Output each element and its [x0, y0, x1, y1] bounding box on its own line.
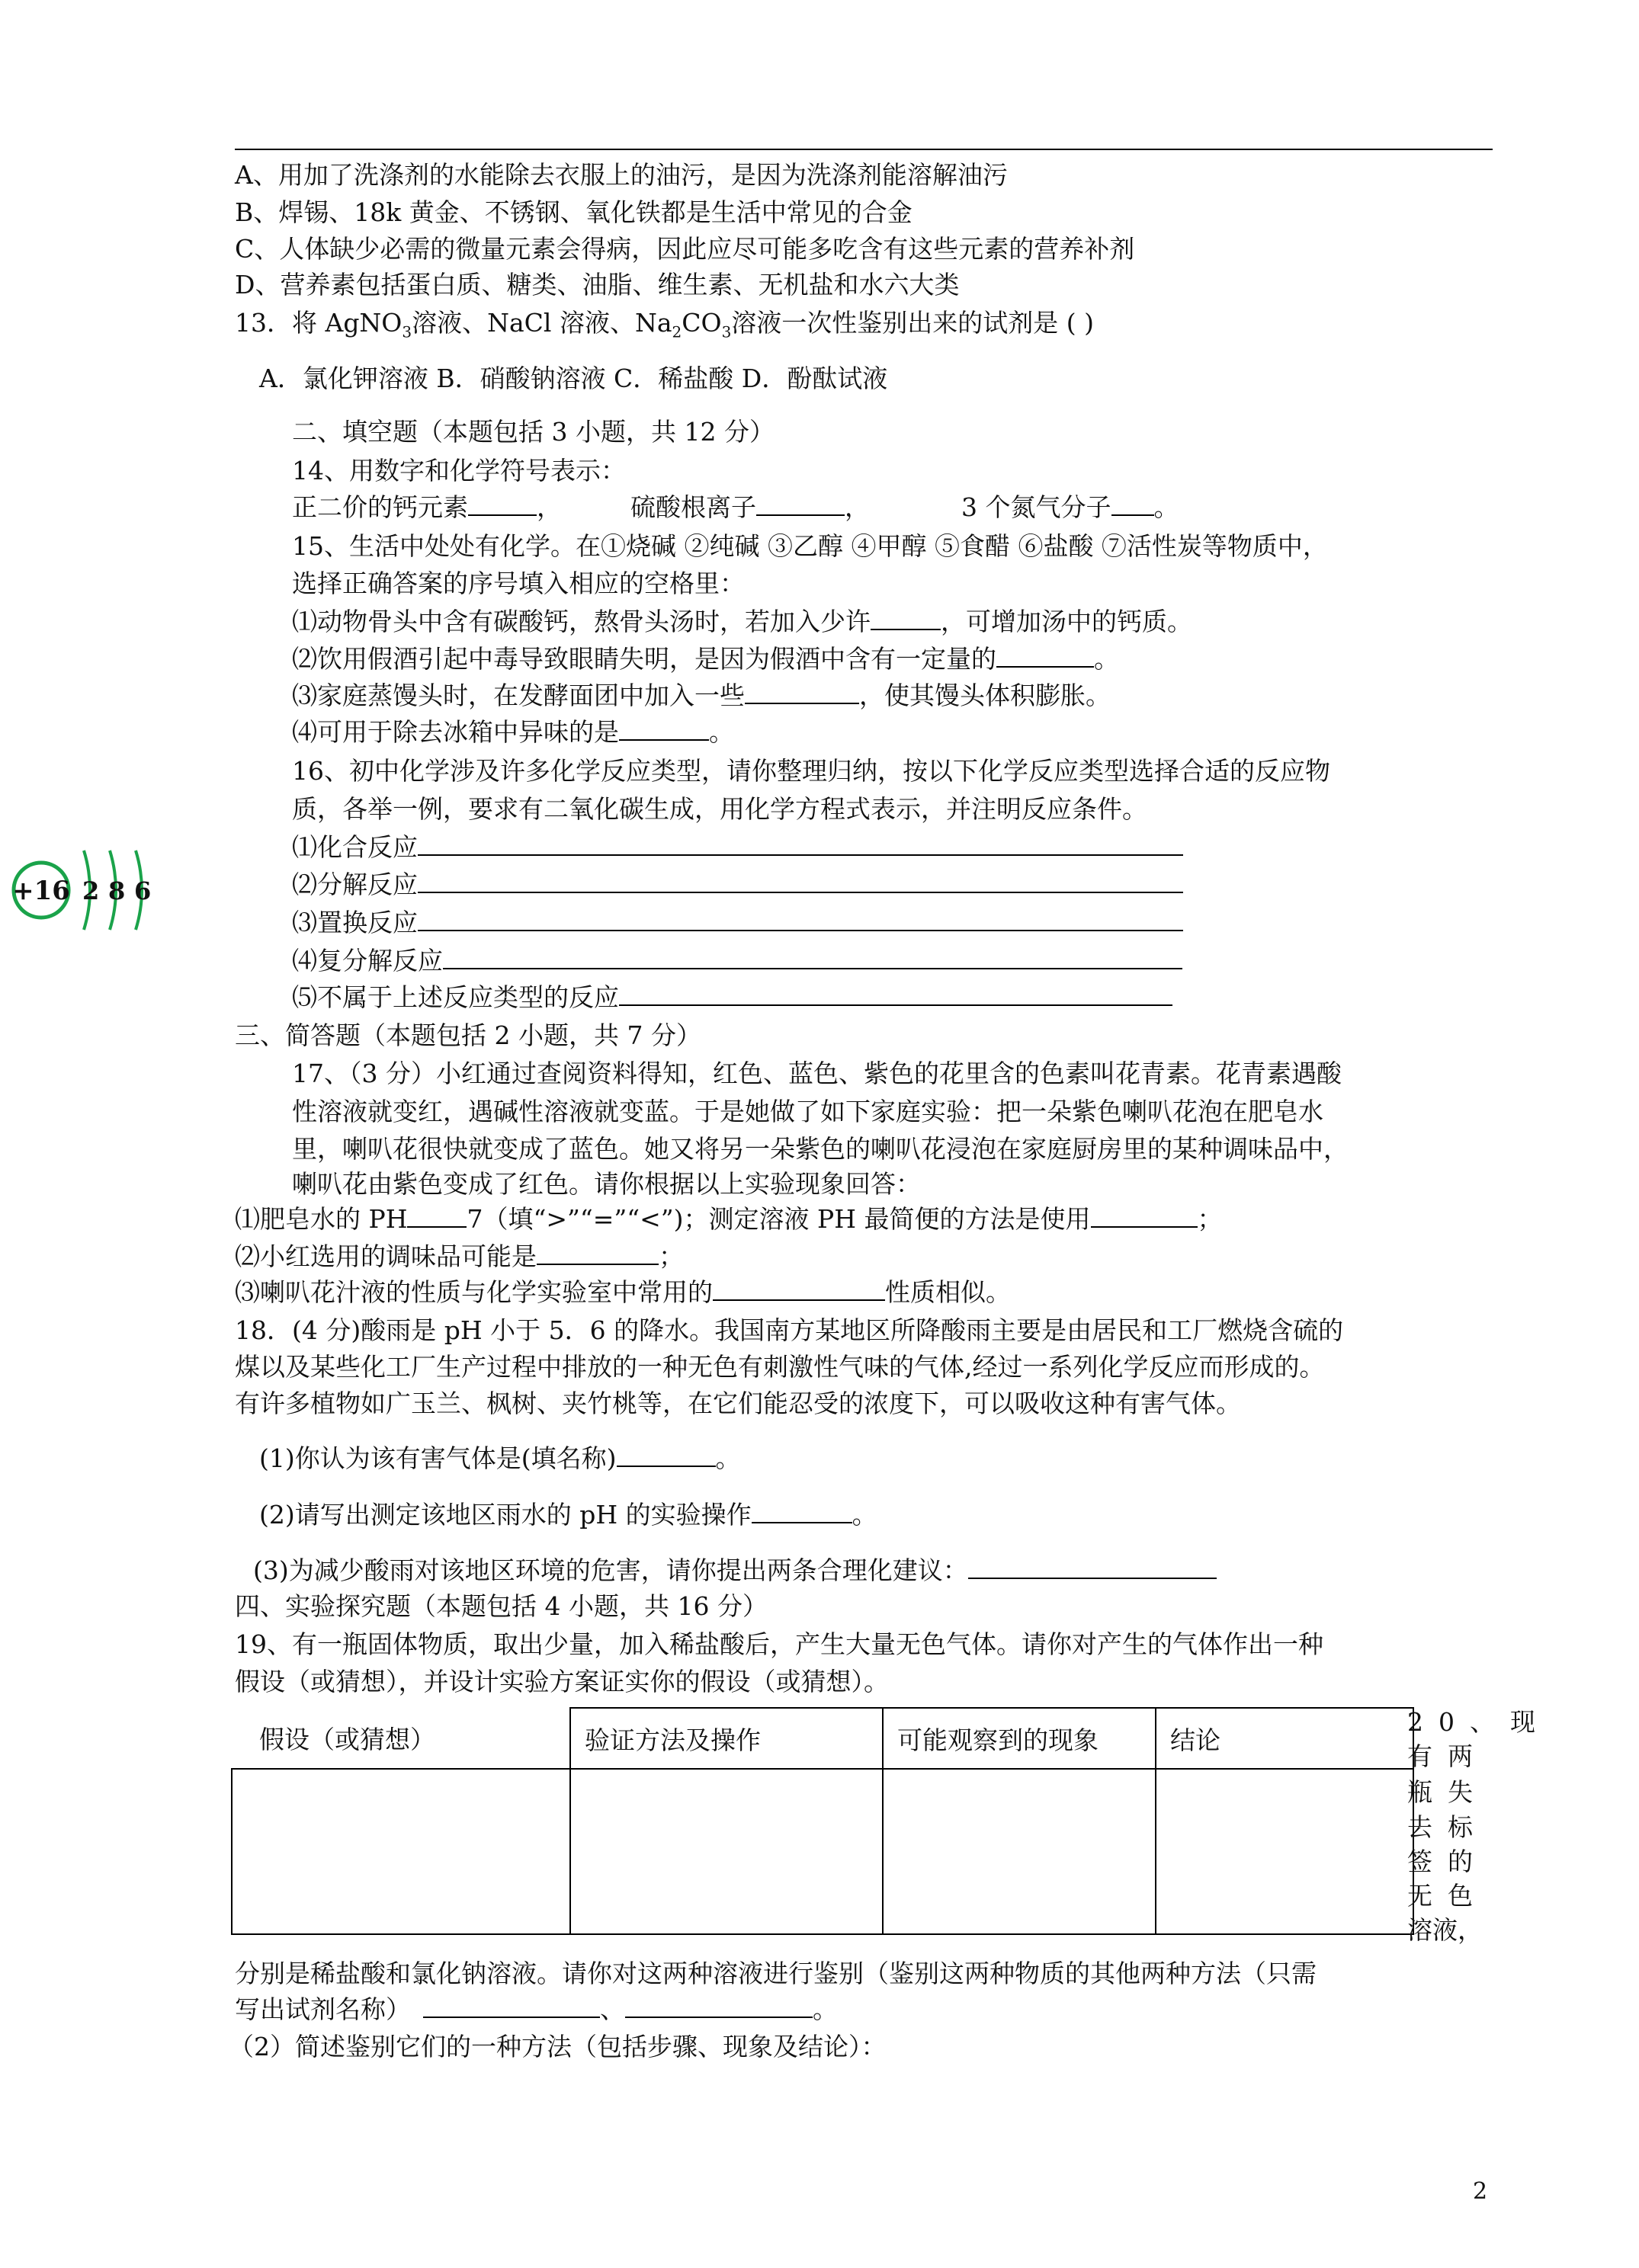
q15-item-3: ⑶家庭蒸馒头时，在发酵面团中加入一些 ，使其馒头体积膨胀。: [292, 681, 1111, 710]
header-rule: [235, 149, 1493, 150]
cell-phenomenon[interactable]: [883, 1769, 1156, 1934]
q20-side-2: 有两: [1407, 1741, 1488, 1771]
q17-blank-condiment[interactable]: [537, 1241, 659, 1265]
section-4-title: 四、实验探究题（本题包括 4 小题，共 16 分）: [235, 1591, 768, 1621]
q15-item-4: ⑷可用于除去冰箱中异味的是 。: [292, 717, 734, 747]
q16-line-3[interactable]: [418, 907, 1183, 931]
q16-reaction-2: ⑵分解反应: [292, 867, 1183, 903]
q18-blank-operation[interactable]: [752, 1499, 852, 1523]
q20-side-5: 签的: [1407, 1847, 1488, 1876]
q19-experiment-table: [231, 1707, 1414, 1935]
header-phenomenon: 可能观察到的现象: [883, 1708, 1156, 1769]
q14-items: 正二价的钙元素 ， 硫酸根离子 ， 3 个氮气分子 。: [292, 492, 1179, 522]
q20-line-3: （2）简述鉴别它们的一种方法（包括步骤、现象及结论）：: [229, 2032, 887, 2061]
q17-blank-indicator[interactable]: [713, 1277, 885, 1301]
q14-blank-2[interactable]: [756, 492, 845, 516]
q14-blank-3[interactable]: [1111, 492, 1154, 516]
q15-blank-3[interactable]: [745, 680, 859, 704]
q20-line-2: 写出试剂名称） 、 。: [235, 1994, 838, 2024]
q16-reaction-3: ⑶置换反应: [292, 905, 1183, 941]
table-answer-row: [232, 1769, 1413, 1934]
q17-blank-method[interactable]: [1091, 1203, 1198, 1228]
q17-line-3: 里，喇叭花很快就变成了蓝色。她又将另一朵紫色的喇叭花浸泡在家庭厨房里的某种调味品中，: [292, 1134, 1349, 1164]
q20-line-1: 分别是稀盐酸和氯化钠溶液。请你对这两种溶液进行鉴别（鉴别这两种物质的其他两种方法（只需: [235, 1959, 1317, 1988]
q16-line-4[interactable]: [443, 945, 1182, 969]
q16-line-2[interactable]: [418, 869, 1183, 893]
q19-line-2: 假设（或猜想），并设计实验方案证实你的假设（或猜想）。: [235, 1667, 889, 1696]
q16-reaction-1: ⑴化合反应: [292, 829, 1183, 866]
q18-answer-3: (3)为减少酸雨对该地区环境的危害，请你提出两条合理化建议：: [253, 1552, 1217, 1589]
q16-line-5[interactable]: [619, 982, 1172, 1006]
q20-side-6: 无色: [1407, 1881, 1488, 1911]
page-number: 2: [1473, 2178, 1488, 2205]
header-hypothesis: 假设（或猜想）: [232, 1708, 570, 1769]
q13-options: A．氯化钾溶液 B．硝酸钠溶液 C．稀盐酸 D．酚酞试液: [259, 364, 888, 393]
q17-answer-1: ⑴肥皂水的 PH 7（填“>”“=”“<”)；测定溶液 PH 最简便的方法是使用 ；: [235, 1204, 1223, 1234]
q18-blank-suggestion[interactable]: [968, 1555, 1217, 1579]
shell-count-3: 6: [134, 876, 152, 905]
q15-item-2: ⑵饮用假酒引起中毒导致眼睛失明，是因为假酒中含有一定量的 。: [292, 644, 1119, 674]
q18-line-2: 煤以及某些化工厂生产过程中排放的一种无色有刺激性气味的气体,经过一系列化学反应而形成的。: [235, 1352, 1325, 1382]
q18-answer-2: (2)请写出测定该地区雨水的 pH 的实验操作 。: [259, 1500, 877, 1530]
q20-blank-1[interactable]: [423, 1994, 600, 2018]
q15-blank-4[interactable]: [619, 716, 709, 741]
q17-line-1: 17、（3 分）小红通过查阅资料得知，红色、蓝色、紫色的花里含的色素叫花青素。花青素遇酸: [292, 1059, 1342, 1088]
q18-line-3: 有许多植物如广玉兰、枫树、夹竹桃等，在它们能忍受的浓度下，可以吸收这种有害气体。: [235, 1389, 1241, 1418]
q20-side-4: 去标: [1407, 1812, 1488, 1842]
q20-side-7: 溶液，: [1407, 1915, 1483, 1945]
q17-answer-3: ⑶喇叭花汁液的性质与化学实验室中常用的 性质相似。: [235, 1277, 1011, 1307]
section-2-title: 二、填空题（本题包括 3 小题，共 12 分）: [292, 417, 775, 447]
q16-stem-2: 质，各举一例，要求有二氧化碳生成，用化学方程式表示，并注明反应条件。: [292, 794, 1147, 824]
shell-count-1: 2: [82, 876, 100, 905]
q20-side-3: 瓶失: [1407, 1777, 1488, 1807]
q15-item-1: ⑴动物骨头中含有碳酸钙，熬骨头汤时，若加入少许 ，可增加汤中的钙质。: [292, 607, 1192, 636]
q15-stem-1: 15、生活中处处有化学。在①烧碱 ②纯碱 ③乙醇 ④甲醇 ⑤食醋 ⑥盐酸 ⑦活性炭等物质中，: [292, 531, 1328, 561]
table-header-row: [232, 1708, 1413, 1769]
cell-method[interactable]: [570, 1769, 883, 1934]
q17-line-4: 喇叭花由紫色变成了红色。请你根据以上实验现象回答：: [292, 1169, 921, 1199]
q15-stem-2: 选择正确答案的序号填入相应的空格里：: [292, 569, 745, 598]
q17-line-2: 性溶液就变红，遇碱性溶液就变蓝。于是她做了如下家庭实验：把一朵紫色喇叭花泡在肥皂水: [292, 1097, 1323, 1126]
q16-reaction-5: ⑸不属于上述反应类型的反应: [292, 979, 1172, 1016]
cell-hypothesis[interactable]: [232, 1769, 570, 1934]
q12-option-a: A、用加了洗涤剂的水能除去衣服上的油污，是因为洗涤剂能溶解油污: [235, 160, 1008, 190]
q15-blank-1[interactable]: [871, 606, 941, 630]
q16-reaction-4: ⑷复分解反应: [292, 943, 1182, 979]
q17-answer-2: ⑵小红选用的调味品可能是 ；: [235, 1241, 684, 1271]
cell-conclusion[interactable]: [1156, 1769, 1413, 1934]
q17-blank-ph[interactable]: [407, 1203, 467, 1228]
header-method: 验证方法及操作: [570, 1708, 883, 1769]
header-conclusion: 结论: [1156, 1708, 1413, 1769]
q18-blank-gas[interactable]: [617, 1443, 716, 1467]
q12-option-d: D、营养素包括蛋白质、糖类、油脂、维生素、无机盐和水六大类: [235, 270, 960, 300]
q14-stem: 14、用数字和化学符号表示：: [292, 456, 626, 485]
q18-line-1: 18．(4 分)酸雨是 pH 小于 5．6 的降水。我国南方某地区所降酸雨主要是由居民和工厂燃烧含硫的: [235, 1315, 1344, 1345]
q15-blank-2[interactable]: [996, 643, 1094, 668]
q12-option-b: B、焊锡、18k 黄金、不锈钢、氧化铁都是生活中常见的合金: [235, 197, 913, 227]
section-3-title: 三、简答题（本题包括 2 小题，共 7 分）: [235, 1020, 701, 1050]
nucleus-charge: +16: [12, 876, 70, 906]
q16-stem-1: 16、初中化学涉及许多化学反应类型，请你整理归纳，按以下化学反应类型选择合适的反应物: [292, 756, 1330, 786]
q20-blank-2[interactable]: [625, 1994, 813, 2018]
q14-blank-1[interactable]: [468, 492, 537, 516]
q13-stem: 13．将 AgNO$_3$溶液、NaCl 溶液、$Na_2CO_3$溶液一次性鉴别出来的试剂是 ( ): [235, 308, 1095, 341]
q18-answer-1: (1)你认为该有害气体是(填名称) 。: [259, 1443, 741, 1473]
q16-line-1[interactable]: [418, 831, 1183, 856]
q19-line-1: 19、有一瓶固体物质，取出少量，加入稀盐酸后，产生大量无色气体。请你对产生的气体作出一种: [235, 1629, 1323, 1659]
q20-side-1: 20、现: [1407, 1707, 1551, 1737]
atom-structure-diagram: [8, 844, 168, 974]
q12-option-c: C、人体缺少必需的微量元素会得病，因此应尽可能多吃含有这些元素的营养补剂: [235, 234, 1135, 264]
shell-count-2: 8: [108, 876, 126, 905]
